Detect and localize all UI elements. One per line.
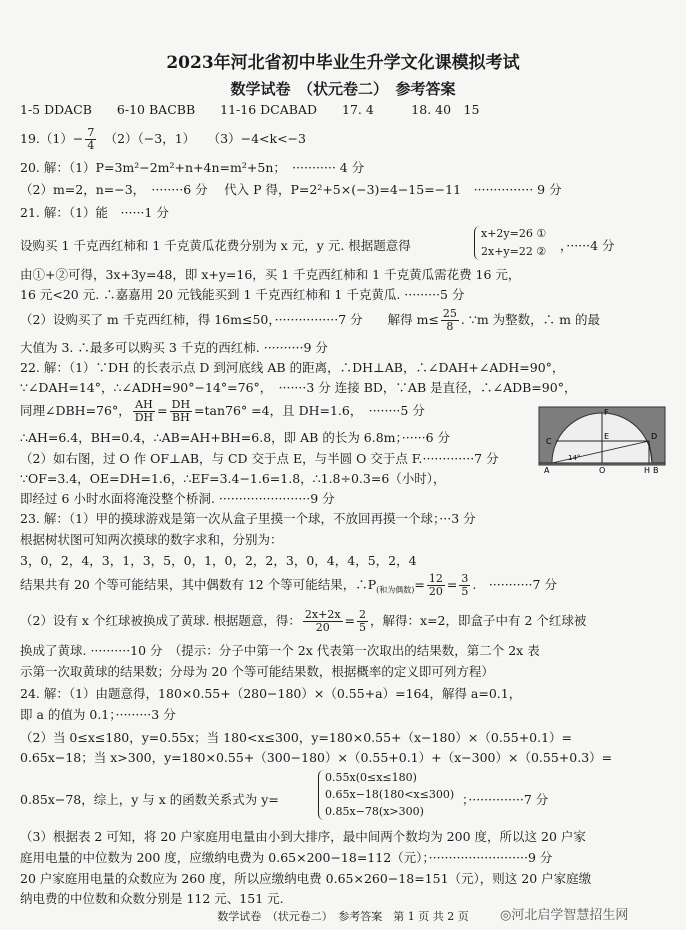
piecewise-1: 0.55x(0≤x≤180) [325,771,417,784]
label-h: H [644,466,651,475]
answer-23-line: 23. 解：（1）甲的摸球游戏是第一次从盒子里摸一个球，不放回再摸一个球；···3 分 [20,511,476,526]
bridge-figure [538,405,668,475]
answer-22-line: 同理∠DBH=76°， $\frac{AH}{DH}$ = $\frac{DH}{BH}$ =tan76° =4，且 DH=1.6， ········5 分 [20,398,425,424]
answer-21-line: 大值为 3. ∴最多可以购买 3 千克的西红柿. ··········9 分 [20,340,328,355]
answer-21-1: 21. 解：（1）能 ······1 分 [20,205,169,220]
answer-22-line: ∵OF=3.4，OE=DH=1.6，∴EF=3.4−1.6=1.8，∴1.8÷0.3=6（小时）， [20,471,446,486]
equation-brace [474,226,480,260]
piecewise-2: 0.65x−18(180<x≤300) [325,788,455,801]
answer-23-probability: 结果共有 20 个等可能结果，其中偶数有 12 个等可能结果，$\therefore P_{(和为偶数)}=$ $\frac{12}{20}$ = $\frac{3}{5}$ . ···········7 分 [20,572,557,598]
answer-21-line: 由①+②可得，3x+3y=48，即 x+y=16，买 1 千克西红柿和 1 千克黄瓜需花费 16 元， [20,267,521,282]
answer-24-line: 庭用电量的中位数为 200 度，应缴纳电费为 0.65×200−18=112（元）；·························9 分 [20,850,553,865]
fraction: $\frac{25}{8}$ [442,307,457,333]
label-b: B [653,466,659,475]
answer-21-system-intro: 设购买 1 千克西红柿和 1 千克黄瓜花费分别为 x 元，y 元. 根据题意得 [20,238,411,253]
answer-23-line: 示第一次取黄球的结果数；分母为 20 个等可能结果数，根据概率的定义即可列方程） [20,664,494,679]
answer-24-line: （2）当 0≤x≤180，y=0.55x；当 180<x≤300，y=180×0.55+（x−180）×（0.55+0.1）= [20,730,573,745]
answer-20-2: （2）m=2，n=−3， ········6 分 代入 P 得，P=2²+5×(−3)=4−15=−11 ··············· 9 分 [20,182,562,197]
label-f: F [604,408,609,417]
answer-23-2: （2）设有 x 个红球被换成了黄球. 根据题意，得： $\frac{2x+2x}{20}$ = $\frac{2}{5}$ ，解得：x=2，即盒子中有 2 个红球被 [20,608,587,634]
label-o: O [599,466,606,475]
answer-24-line: 0.65x−18；当 x>300，y=180×0.55+（300−180）×（0.55+0.1）+（x−300）×（0.55+0.3）= [20,750,613,765]
fraction: $\frac{3}{5}$ [461,572,469,598]
answer-24-line: 24. 解：（1）由题意得，180×0.55+（280−180）×（0.55+a）=164，解得 a=0.1， [20,686,522,701]
answer-23-line: 换成了黄球. ··········10 分 （提示：分子中第一个 2x 代表第一次取出的结果数，第二个 2x 表 [20,643,540,658]
fraction: $\frac{DH}{BH}$ [171,398,191,424]
answer-21-2: （2）设购买了 m 千克西红柿，得 16m≤50，················7 分 解得 m≤ $\frac{25}{8}$ . ∵m 为整数，∴ m 的最 [20,307,600,333]
fraction: $\frac{2x+2x}{20}$ [304,608,341,634]
answer-23-sums: 3，0，2，4，3，1，3，5，0，1，0，2，2，3，0，4，4，5，2，4 [20,553,417,568]
piecewise-3: 0.85x−78(x>300) [325,805,424,818]
fraction: $\frac{12}{20}$ [428,572,443,598]
answers-choice: 1-5 DDACB 6-10 BACBB 11-16 DCABAD 17. 4 18. 40 15 [20,102,480,117]
label-d: D [651,432,658,441]
answer-22-line: （2）如右图，过 O 作 OF⊥AB，与 CD 交于点 E，与半圆 O 交于点 F.·············7 分 [20,451,499,466]
label-angle: 14° [568,454,581,462]
answer-19: 19.（1）− $\frac{7}{4}$ （2）（−3，1） （3）−4<k<−3 [20,126,306,152]
answer-22-line: ∴AH=6.4，BH=0.4，∴AB=AH+BH=6.8，即 AB 的长为 6.8m；······6 分 [20,430,451,445]
equation-2: 2x+y=22 ② [481,245,547,258]
score-mark: ，······4 分 [560,238,615,253]
answer-24-line: 即 a 的值为 0.1；·········3 分 [20,707,176,722]
answer-22-line: 即经过 6 小时水面将淹没整个桥洞. ·······················9 分 [20,491,335,506]
equation-1: x+2y=26 ① [481,227,547,240]
fraction: $\frac{7}{4}$ [87,126,95,152]
watermark-icon: ◎ [500,908,512,923]
answer-23-line: 根据树状图可知两次摸球的数字求和，分别为： [20,532,283,547]
answer-20-1: 20. 解：（1）P=3m²−2m²+n+4n=m²+5n； ··········· 4 分 [20,160,365,175]
page-subtitle: 数学试卷 （状元卷二） 参考答案 [230,80,456,98]
answer-22-line: 22. 解：（1）∵DH 的长表示点 D 到河底线 AB 的距离，∴DH⊥AB，∴∠DAH+∠ADH=90°， [20,360,565,375]
watermark: ◎河北启学智慧招生网 [500,908,629,923]
label-e: E [604,432,610,441]
answer-24-piecewise-intro: 0.85x−78，综上，y 与 x 的函数关系式为 y= [20,792,279,807]
label-c: C [546,437,552,446]
answer-21-line: 16 元<20 元. ∴嘉嘉用 20 元钱能买到 1 千克西红柿和 1 千克黄瓜. ·········5 分 [20,287,465,302]
score-mark: ；··············7 分 [462,792,549,807]
fraction: $\frac{2}{5}$ [359,608,367,634]
answer-24-line: 20 户家庭用电量的众数应为 260 度，所以应缴纳电费 0.65×260−18=151（元），则这 20 户家庭缴 [20,871,592,886]
label-a: A [544,466,550,475]
answer-22-line: ∵∠DAH=14°，∴∠ADH=90°−14°=76°， ·······3 分 连接 BD，∵AB 是直径，∴∠ADB=90°， [20,380,577,395]
answer-24-line: （3）根据表 2 可知，将 20 户家庭用电量由小到大排序，最中间两个数均为 200 度，所以这 20 户家 [20,829,586,844]
page-footer: 数学试卷 （状元卷二） 参考答案 第 1 页 共 2 页 [217,910,469,923]
page-title: 2023年河北省初中毕业生升学文化课模拟考试 [166,53,520,73]
answer-24-line: 纳电费的中位数和众数分别是 112 元、151 元. [20,891,284,906]
fraction: $\frac{AH}{DH}$ [134,398,154,424]
piecewise-brace [318,770,324,820]
